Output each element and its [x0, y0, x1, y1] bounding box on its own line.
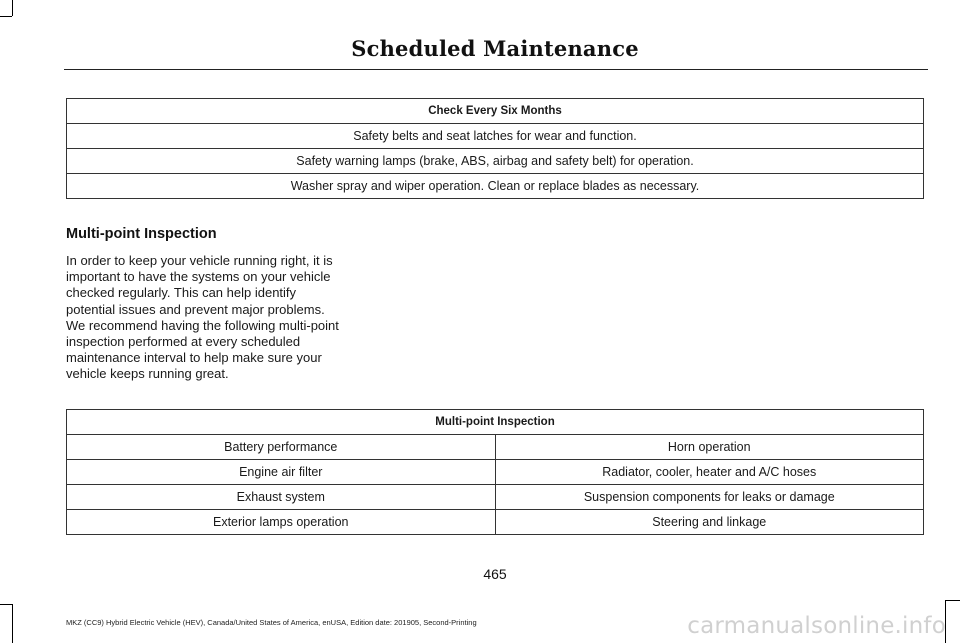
table-row — [67, 174, 924, 199]
crop-mark — [946, 600, 960, 601]
crop-mark — [12, 0, 13, 16]
table-cell: Radiator, cooler, heater and A/C hoses — [495, 460, 924, 485]
section-heading: Multi-point Inspection — [66, 226, 217, 242]
table-row — [67, 485, 924, 510]
page-number: 465 — [483, 566, 507, 582]
table-row — [67, 124, 924, 149]
table-cell: Suspension components for leaks or damage — [495, 485, 924, 510]
crop-mark — [0, 604, 12, 605]
edition-footer: MKZ (CC9) Hybrid Electric Vehicle (HEV), Canada/United States of America, enUSA, Edition date: 201905, Second-Printing — [66, 618, 477, 627]
body-paragraph: In order to keep your vehicle running right, it is important to have the systems on your vehicle checked regularly. This can help identify potential issues and prevent major problems. We recommend having the following multi-point inspection performed at every scheduled maintenance interval to help make sure your vehicle keeps running great. — [66, 253, 339, 382]
table-row — [67, 149, 924, 174]
multipoint-inspection-table — [66, 409, 924, 535]
table-heading: Check Every Six Months — [67, 99, 924, 124]
title-divider — [64, 69, 928, 70]
table-row — [67, 510, 924, 535]
table-cell: Exhaust system — [67, 485, 496, 510]
crop-mark — [12, 604, 13, 643]
table-heading: Multi-point Inspection — [67, 410, 924, 435]
table-cell: Steering and linkage — [495, 510, 924, 535]
table-row — [67, 435, 924, 460]
table-header-row — [67, 99, 924, 124]
table-cell: Horn operation — [495, 435, 924, 460]
page-title: Scheduled Maintenance — [351, 36, 639, 61]
watermark: carmanualsonline.info — [687, 613, 946, 639]
table-row — [67, 460, 924, 485]
table-cell: Safety belts and seat latches for wear and function. — [67, 124, 924, 149]
six-month-check-table — [66, 98, 924, 199]
table-cell: Battery performance — [67, 435, 496, 460]
crop-mark — [0, 16, 12, 17]
table-header-row — [67, 410, 924, 435]
table-cell: Engine air filter — [67, 460, 496, 485]
table-cell: Exterior lamps operation — [67, 510, 496, 535]
table-cell: Washer spray and wiper operation. Clean or replace blades as necessary. — [67, 174, 924, 199]
table-cell: Safety warning lamps (brake, ABS, airbag and safety belt) for operation. — [67, 149, 924, 174]
